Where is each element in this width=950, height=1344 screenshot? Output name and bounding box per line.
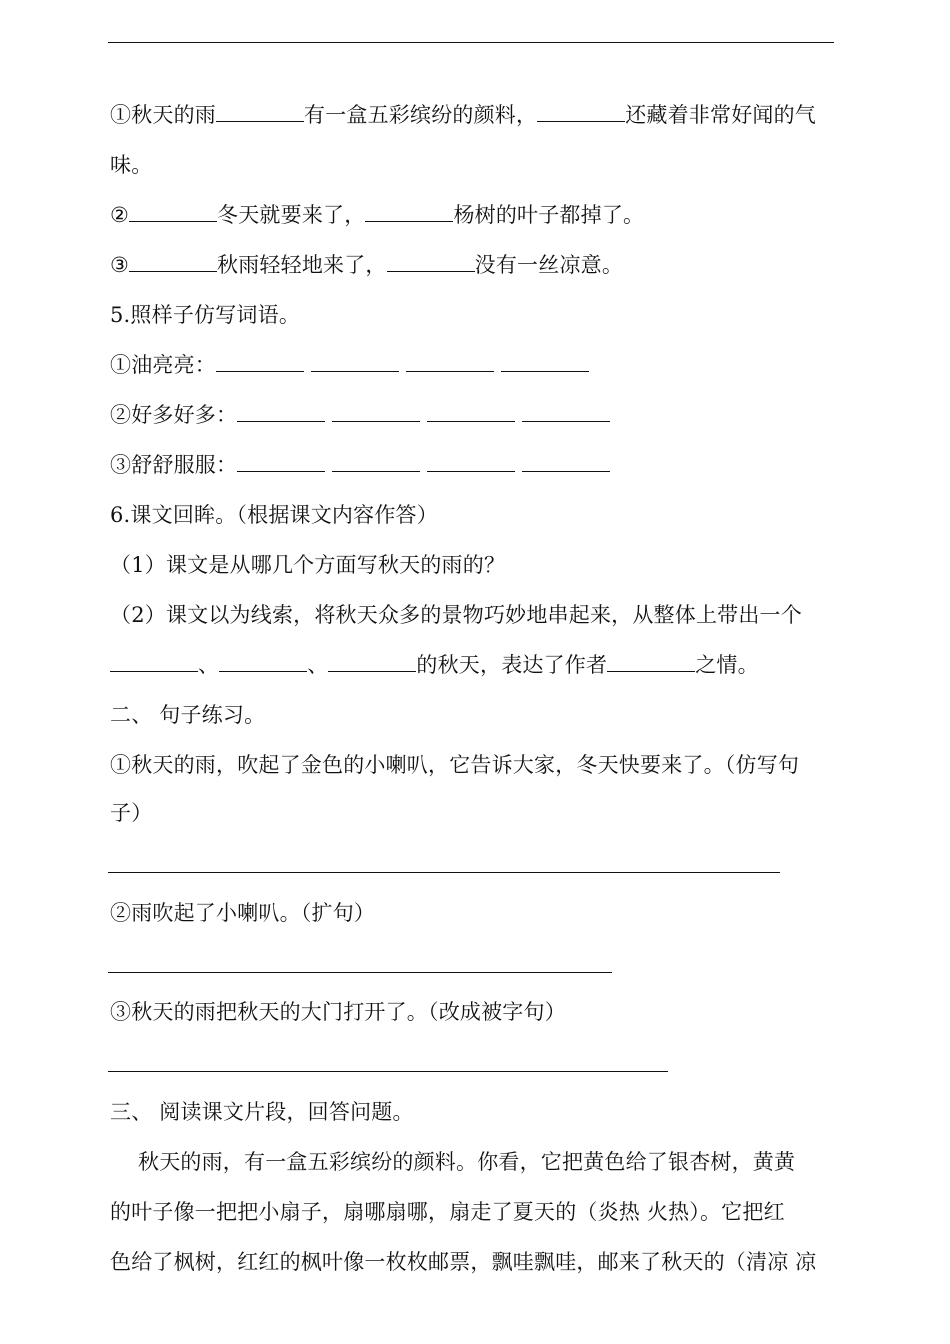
fill-blank[interactable] [129, 202, 217, 222]
q4-item2-text-a: ② [110, 203, 130, 227]
fill-blank[interactable] [522, 402, 610, 422]
answer-line[interactable] [108, 972, 612, 973]
fill-blank[interactable] [328, 652, 416, 672]
q6-title: 6.课文回眸。（根据课文内容作答） [110, 503, 438, 527]
answer-line[interactable] [108, 872, 780, 873]
fill-blank[interactable] [219, 652, 307, 672]
fill-blank[interactable] [406, 352, 494, 372]
section2-item-1: ①秋天的雨，吹起了金色的小喇叭，它告诉大家，冬天快要来了。（仿写句 [110, 753, 800, 777]
section3-heading: 三、 阅读课文片段，回答问题。 [110, 1100, 414, 1124]
q6-sub-2: （2）课文以为线索，将秋天众多的景物巧妙地串起来，从整体上带出一个 [110, 603, 802, 627]
q5-example-2 [110, 402, 610, 428]
q4-item-2 [110, 202, 644, 228]
q4-item1-text-b: 有一盒五彩缤纷的颜料， [304, 103, 538, 127]
fill-blank[interactable] [216, 352, 304, 372]
fill-blank[interactable] [332, 452, 420, 472]
fill-blank[interactable] [427, 402, 515, 422]
fill-blank[interactable] [501, 352, 589, 372]
q4-item-1 [110, 102, 816, 128]
fill-blank[interactable] [537, 102, 625, 122]
q5-example1-label: ①油亮亮： [110, 353, 216, 377]
answer-line[interactable] [108, 1071, 668, 1072]
fill-blank[interactable] [427, 452, 515, 472]
q4-item-1-cont: 味。 [110, 153, 153, 177]
q4-item3-text-b: 秋雨轻轻地来了， [217, 253, 387, 277]
fill-blank[interactable] [110, 652, 198, 672]
fill-blank[interactable] [607, 652, 695, 672]
page-top-rule [108, 42, 834, 43]
section2-item-1-cont: 子） [110, 801, 153, 825]
reading-passage-line-3: 色给了枫树，红红的枫叶像一枚枚邮票，飘哇飘哇，邮来了秋天的（清凉 凉 [110, 1250, 817, 1274]
section2-heading: 二、 句子练习。 [110, 703, 266, 727]
q5-example2-label: ②好多好多： [110, 403, 238, 427]
q4-item2-text-c: 杨树的叶子都掉了。 [453, 203, 645, 227]
q5-example3-label: ③舒舒服服： [110, 453, 238, 477]
q4-item-3 [110, 252, 623, 278]
q6-sub2-text-b: 的秋天，表达了作者 [416, 653, 608, 677]
separator: 、 [198, 653, 220, 677]
fill-blank[interactable] [332, 402, 420, 422]
reading-passage-line-2: 的叶子像一把把小扇子，扇哪扇哪，扇走了夏天的（炎热 火热）。它把红 [110, 1200, 785, 1224]
fill-blank[interactable] [311, 352, 399, 372]
q6-sub2-text-c: 之情。 [695, 653, 759, 677]
q5-example-1 [110, 352, 589, 378]
fill-blank[interactable] [365, 202, 453, 222]
q4-item1-text-a: ①秋天的雨 [110, 103, 216, 127]
separator: 、 [307, 653, 329, 677]
fill-blank[interactable] [237, 402, 325, 422]
q6-sub-1: （1）课文是从哪几个方面写秋天的雨的？ [110, 553, 506, 577]
fill-blank[interactable] [522, 452, 610, 472]
fill-blank[interactable] [129, 252, 217, 272]
section2-item-3: ③秋天的雨把秋天的大门打开了。（改成被字句） [110, 1000, 566, 1024]
q5-title: 5.照样子仿写词语。 [110, 303, 301, 327]
section2-item-2: ②雨吹起了小喇叭。（扩句） [110, 901, 376, 925]
q4-item3-text-a: ③ [110, 253, 130, 277]
fill-blank[interactable] [387, 252, 475, 272]
q4-item1-text-c: 还藏着非常好闻的气 [625, 103, 817, 127]
reading-passage-line-1: 秋天的雨，有一盒五彩缤纷的颜料。你看，它把黄色给了银杏树，黄黄 [138, 1150, 796, 1174]
q4-item2-text-b: 冬天就要来了， [217, 203, 366, 227]
fill-blank[interactable] [237, 452, 325, 472]
fill-blank[interactable] [216, 102, 304, 122]
q5-example-3 [110, 452, 610, 478]
q4-item3-text-c: 没有一丝凉意。 [474, 253, 624, 277]
q6-sub-2-cont [110, 652, 759, 678]
